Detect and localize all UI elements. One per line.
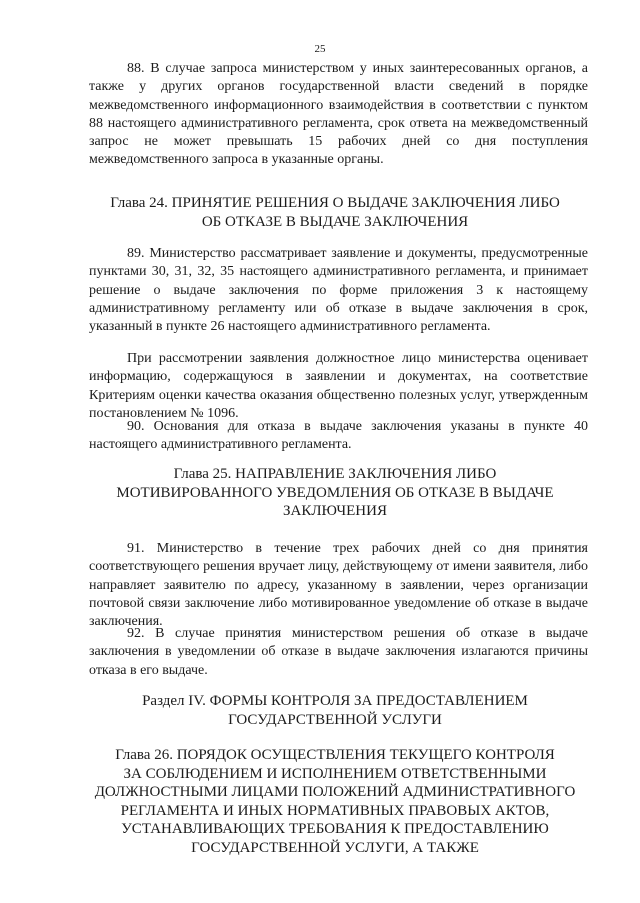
chapter-25-heading xyxy=(70,465,600,521)
chapter-24-heading-line: ОБ ОТКАЗЕ В ВЫДАЧЕ ЗАКЛЮЧЕНИЯ xyxy=(201,213,469,230)
chapter-25-heading-line: ЗАКЛЮЧЕНИЯ xyxy=(283,503,387,519)
chapter-25-heading-line: МОТИВИРОВАННОГО УВЕДОМЛЕНИЯ ОБ ОТКАЗЕ В ВЫДАЧЕ xyxy=(116,484,554,501)
paragraph-91: 91. Министерство в течение трех рабочих дней со дня принятия соответствующего решения вручает лицу, действующему от имени заявителя, либо направляет заявителю по адресу, указанному в заявлении, через организации почтовой связи заключение либо мотивированное уведомление об отказе в выдаче заключения. xyxy=(89,541,588,630)
paragraph-89-continued: При рассмотрении заявления должностное лицо министерства оценивает информацию, содержащуюся в заявлении и документах, на соответствие Критериям оценки качества оказания общественно полезных услуг, утвержденным постановлением № 1096. xyxy=(89,351,588,421)
chapter-24-heading xyxy=(70,194,600,231)
chapter-26-heading-line: РЕГЛАМЕНТА И ИНЫХ НОРМАТИВНЫХ ПРАВОВЫХ АКТОВ, xyxy=(120,802,550,819)
chapter-26-heading-line: ЗА СОБЛЮДЕНИЕМ И ИСПОЛНЕНИЕМ ОТВЕТСТВЕННЫМИ xyxy=(123,765,547,782)
chapter-25-heading-line: Глава 25. НАПРАВЛЕНИЕ ЗАКЛЮЧЕНИЯ ЛИБО xyxy=(173,466,497,482)
chapter-26-heading-line: ГОСУДАРСТВЕННОЙ УСЛУГИ, А ТАКЖЕ xyxy=(191,839,479,856)
chapter-24-heading-line: Глава 24. ПРИНЯТИЕ РЕШЕНИЯ О ВЫДАЧЕ ЗАКЛЮЧЕНИЯ ЛИБО xyxy=(110,195,560,211)
paragraph-88: 88. В случае запроса министерством у иных заинтересованных органов, а также у других органов государственной власти сведений в порядке межведомственного информационного взаимодействия в соответствии с пунктом 88 настоящего административного регламента, срок ответа на межведомственный запрос не может превышать 15 рабочих дней со дня поступления межведомственного запроса в указанные органы. xyxy=(89,61,588,168)
paragraph-90: 90. Основания для отказа в выдаче заключения указаны в пункте 40 настоящего административного регламента. xyxy=(89,419,588,453)
chapter-26-heading-line: ДОЛЖНОСТНЫМИ ЛИЦАМИ ПОЛОЖЕНИЙ АДМИНИСТРАТИВНОГО xyxy=(94,784,576,800)
chapter-26-heading-line: УСТАНАВЛИВАЮЩИХ ТРЕБОВАНИЯ К ПРЕДОСТАВЛЕНИЮ xyxy=(121,821,549,837)
paragraph-92: 92. В случае принятия министерством решения об отказе в выдаче заключения в уведомлении об отказе в выдаче заключения излагаются причины отказа в его выдаче. xyxy=(89,626,588,678)
page-number: 25 xyxy=(314,43,326,55)
section-4-heading-line: Раздел IV. ФОРМЫ КОНТРОЛЯ ЗА ПРЕДОСТАВЛЕНИЕМ xyxy=(142,693,528,709)
paragraph-89: 89. Министерство рассматривает заявление и документы, предусмотренные пунктами 30, 31, 32, 35 настоящего административного регламента, и принимает решение о выдаче заключения по форме приложения 3 к настоящему административному регламенту или об отказе в выдаче заключения в срок, указанный в пункте 26 настоящего административного регламента. xyxy=(89,246,588,335)
chapter-26-heading xyxy=(70,746,600,857)
section-4-heading-line: ГОСУДАРСТВЕННОЙ УСЛУГИ xyxy=(228,711,442,728)
section-4-heading xyxy=(70,692,600,729)
chapter-26-heading-line: Глава 26. ПОРЯДОК ОСУЩЕСТВЛЕНИЯ ТЕКУЩЕГО КОНТРОЛЯ xyxy=(115,747,555,763)
